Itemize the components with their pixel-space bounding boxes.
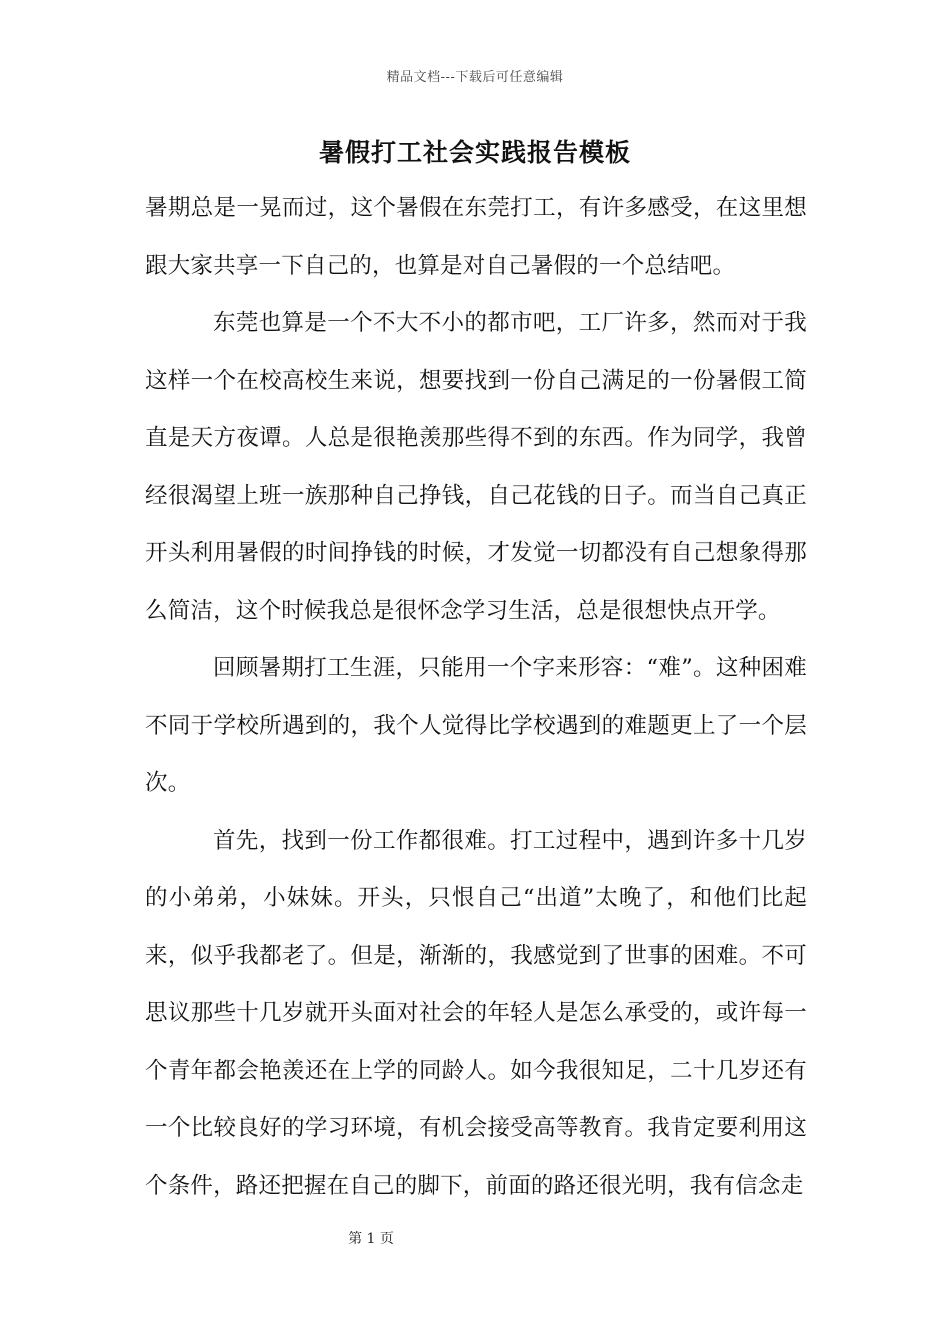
page-header: 精品文档---下载后可任意编辑 (386, 70, 564, 85)
page-number: 第 1 页 (348, 1231, 394, 1247)
document-title: 暑假打工社会实践报告模板 (318, 138, 631, 167)
paragraph-4: 首先，找到一份工作都很难。打工过程中，遇到许多十几岁的小弟弟，小妹妹。开头，只恨自己“出道”太晚了，和他们比起来，似乎我都老了。但是，渐渐的，我感觉到了世事的困难。不可思议那些十几岁就开头面对社会的年轻人是怎么承受的，或许每一个青年都会艳羡还在上学的同龄人。如今我很知足，二十几岁还有一个比较良好的学习环境，有机会接受高等教育。我肯定要利用这个条件，路还把握在自己的脚下，前面的路还很光明，我有信念走 (145, 827, 807, 1199)
paragraph-3: 回顾暑期打工生涯，只能用一个字来形容：“难”。这种困难不同于学校所遇到的，我个人觉得比学校遇到的难题更上了一个层次。 (145, 655, 807, 796)
paragraph-1: 暑期总是一晃而过，这个暑假在东莞打工，有许多感受，在这里想跟大家共享一下自己的，也算是对自己暑假的一个总结吧。 (145, 195, 807, 279)
document-body (145, 180, 807, 1215)
paragraph-2: 东莞也算是一个不大不小的都市吧，工厂许多，然而对于我这样一个在校高校生来说，想要找到一份自己满足的一份暑假工简直是天方夜谭。人总是很艳羡那些得不到的东西。作为同学，我曾经很渴望上班一族那种自己挣钱，自己花钱的日子。而当自己真正开头利用暑假的时间挣钱的时候，才发觉一切都没有自己想象得那么简洁，这个时候我总是很怀念学习生活，总是很想快点开学。 (145, 310, 807, 624)
